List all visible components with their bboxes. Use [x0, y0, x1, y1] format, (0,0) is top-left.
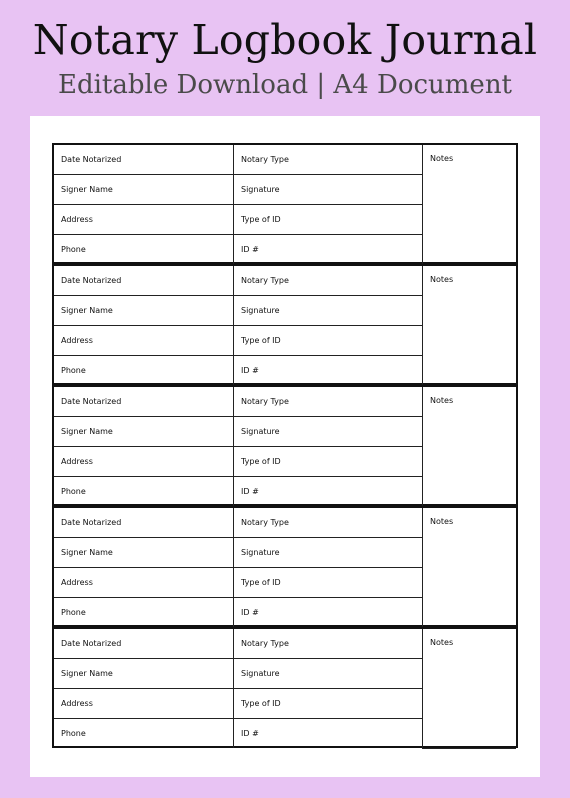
notes-field[interactable]: Notes [423, 508, 517, 627]
address-field[interactable]: Address [54, 326, 234, 356]
notary-type-field[interactable]: Notary Type [234, 145, 423, 175]
type-of-id-field[interactable]: Type of ID [234, 689, 423, 719]
type-of-id-field[interactable]: Type of ID [234, 568, 423, 598]
log-entry-3 [52, 385, 518, 506]
notes-field[interactable]: Notes [423, 266, 517, 385]
log-entry-1 [52, 143, 518, 264]
date-notarized-field[interactable]: Date Notarized [54, 629, 234, 659]
page-title: Notary Logbook Journal [32, 16, 538, 64]
address-field[interactable]: Address [54, 447, 234, 477]
notes-field[interactable]: Notes [423, 629, 517, 748]
type-of-id-field[interactable]: Type of ID [234, 205, 423, 235]
phone-field[interactable]: Phone [54, 235, 234, 265]
type-of-id-field[interactable]: Type of ID [234, 447, 423, 477]
notes-field[interactable]: Notes [423, 145, 517, 264]
notary-type-field[interactable]: Notary Type [234, 629, 423, 659]
signature-field[interactable]: Signature [234, 175, 423, 205]
address-field[interactable]: Address [54, 205, 234, 235]
notary-type-field[interactable]: Notary Type [234, 387, 423, 417]
date-notarized-field[interactable]: Date Notarized [54, 508, 234, 538]
signer-name-field[interactable]: Signer Name [54, 659, 234, 689]
id-number-field[interactable]: ID # [234, 477, 423, 507]
signer-name-field[interactable]: Signer Name [54, 417, 234, 447]
signature-field[interactable]: Signature [234, 538, 423, 568]
id-number-field[interactable]: ID # [234, 598, 423, 628]
date-notarized-field[interactable]: Date Notarized [54, 145, 234, 175]
phone-field[interactable]: Phone [54, 356, 234, 386]
phone-field[interactable]: Phone [54, 477, 234, 507]
phone-field[interactable]: Phone [54, 719, 234, 749]
notes-field[interactable]: Notes [423, 387, 517, 506]
signature-field[interactable]: Signature [234, 296, 423, 326]
signature-field[interactable]: Signature [234, 417, 423, 447]
id-number-field[interactable]: ID # [234, 235, 423, 265]
address-field[interactable]: Address [54, 568, 234, 598]
document-sheet [30, 116, 540, 777]
signer-name-field[interactable]: Signer Name [54, 296, 234, 326]
notary-type-field[interactable]: Notary Type [234, 266, 423, 296]
id-number-field[interactable]: ID # [234, 356, 423, 386]
address-field[interactable]: Address [54, 689, 234, 719]
phone-field[interactable]: Phone [54, 598, 234, 628]
log-entry-5 [52, 627, 518, 748]
logbook-entries [52, 143, 518, 748]
signer-name-field[interactable]: Signer Name [54, 538, 234, 568]
page-subtitle: Editable Download | A4 Document [57, 70, 513, 100]
id-number-field[interactable]: ID # [234, 719, 423, 749]
type-of-id-field[interactable]: Type of ID [234, 326, 423, 356]
log-entry-4 [52, 506, 518, 627]
notary-type-field[interactable]: Notary Type [234, 508, 423, 538]
date-notarized-field[interactable]: Date Notarized [54, 266, 234, 296]
log-entry-2 [52, 264, 518, 385]
signer-name-field[interactable]: Signer Name [54, 175, 234, 205]
date-notarized-field[interactable]: Date Notarized [54, 387, 234, 417]
signature-field[interactable]: Signature [234, 659, 423, 689]
